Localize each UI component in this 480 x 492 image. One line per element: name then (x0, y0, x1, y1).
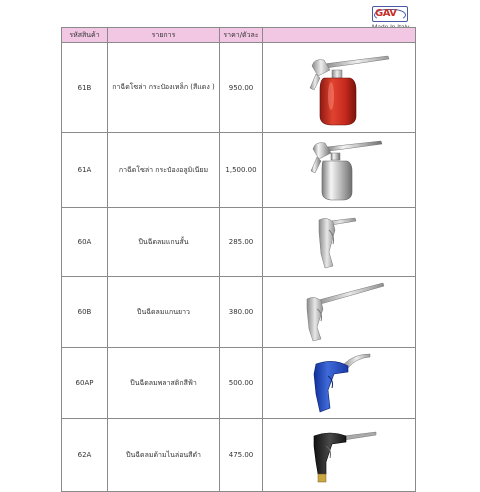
product-description: ปืนฉีดลมพลาสติกสีฟ้า (108, 348, 220, 419)
product-image-cell (263, 208, 416, 277)
product-description: ปืนฉีดลมด้ามไนล่อนสีดำ (108, 419, 220, 492)
product-code: 61B (62, 43, 108, 133)
product-code: 60B (62, 277, 108, 348)
aluminium-can-spray-gun-icon (289, 137, 389, 203)
table-row (62, 277, 416, 348)
logo-mark-text: GAV (375, 8, 397, 19)
product-code: 60A (62, 208, 108, 277)
red-can-spray-gun-icon (284, 48, 394, 128)
product-image-cell (263, 419, 416, 492)
product-image-cell (263, 348, 416, 419)
table-row (62, 133, 416, 208)
product-code: 61A (62, 133, 108, 208)
product-description: กาฉีดโซล่า กระป๋องอลูมิเนียม (108, 133, 220, 208)
gav-logo-icon (372, 6, 408, 22)
header-image (263, 28, 416, 43)
header-code: รหัสสินค้า (62, 28, 108, 43)
product-code: 60AP (62, 348, 108, 419)
product-description: กาฉีดโซล่า กระป๋องเหล็ก (สีแดง ) (108, 43, 220, 133)
short-nozzle-air-gun-icon (299, 212, 379, 272)
product-price: 475.00 (220, 419, 263, 492)
product-image-cell (263, 133, 416, 208)
blue-plastic-air-gun-icon (294, 350, 384, 416)
black-nylon-air-gun-icon (296, 422, 382, 488)
header-price: ราคา/ตัวละ (220, 28, 263, 43)
table-row (62, 208, 416, 277)
product-description: ปืนฉีดลมแกนสั้น (108, 208, 220, 277)
product-code: 62A (62, 419, 108, 492)
header-description: รายการ (108, 28, 220, 43)
table-row (62, 348, 416, 419)
product-price: 950.00 (220, 43, 263, 133)
table-row (62, 43, 416, 133)
product-image-cell (263, 43, 416, 133)
long-nozzle-air-gun-icon (289, 281, 389, 343)
product-image-cell (263, 277, 416, 348)
product-price: 1,500.00 (220, 133, 263, 208)
product-price: 285.00 (220, 208, 263, 277)
product-price: 500.00 (220, 348, 263, 419)
table-row (62, 419, 416, 492)
product-table (61, 27, 416, 492)
product-price: 380.00 (220, 277, 263, 348)
product-description: ปืนฉีดลมแกนยาว (108, 277, 220, 348)
table-header-row (62, 28, 416, 43)
